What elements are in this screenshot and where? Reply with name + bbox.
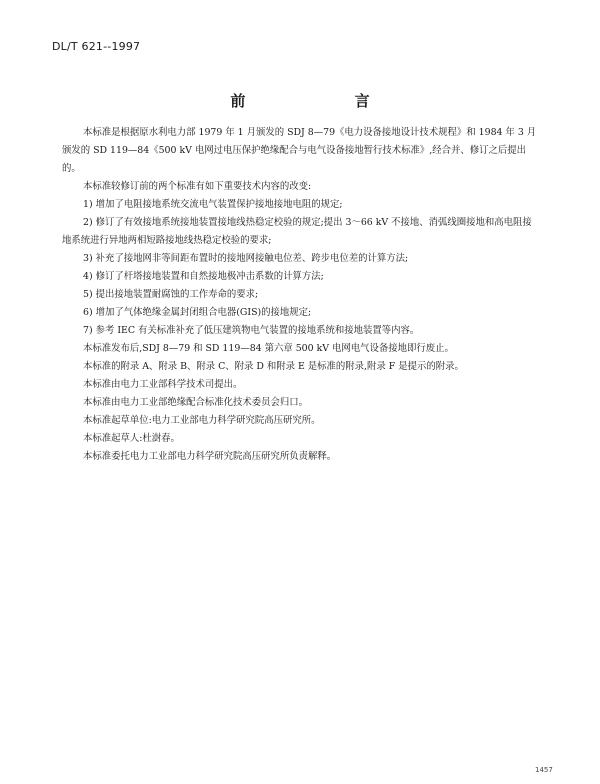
list-item-change-6: 6) 增加了气体绝缘金属封闭组合电器(GIS)的接地规定; (83, 307, 312, 318)
paragraph-intro: 本标准是根据原水利电力部 1979 年 1 月颁发的 SDJ 8—79《电力设备接地设计技术规程》和 1984 年 3 月颁发的 SD 119—84《500 kV 电网过电压保护绝缘配合与电气设备接地暂行技术标准》,经合并、修订之后提出的。 (62, 127, 537, 174)
page-title: 前 言 (230, 92, 422, 110)
paragraph-proposer: 本标准由电力工业部科学技术司提出。 (83, 379, 243, 390)
paragraph-appendices: 本标准的附录 A、附录 B、附录 C、附录 D 和附录 E 是标准的附录,附录 F 是提示的附录。 (83, 361, 464, 372)
list-item-change-1: 1) 增加了电阻接地系统交流电气装置保护接地接地电阻的规定; (83, 199, 343, 210)
list-item-change-5: 5) 提出接地装置耐腐蚀的工作寿命的要求; (83, 289, 259, 300)
standard-code: DL/T 621--1997 (52, 40, 141, 53)
paragraph-responsible-committee: 本标准由电力工业部绝缘配合标准化技术委员会归口。 (83, 397, 309, 408)
page-number: 1457 (535, 766, 553, 774)
list-item-change-4: 4) 修订了杆塔接地装置和自然接地极冲击系数的计算方法; (83, 271, 324, 282)
paragraph-interpretation: 本标准委托电力工业部电力科学研究院高压研究所负责解释。 (83, 451, 337, 462)
paragraph-changes-lead: 本标准较修订前的两个标准有如下重要技术内容的改变: (83, 181, 312, 192)
list-item-change-3: 3) 补充了接地网非等间距布置时的接地网接触电位差、跨步电位差的计算方法; (83, 253, 409, 264)
list-item-change-2: 2) 修订了有效接地系统接地装置接地线热稳定校验的规定;提出 3～66 kV 不接地、消弧线圈接地和高电阻接地系统进行异地两相短路接地线热稳定校验的要求; (62, 217, 532, 246)
paragraph-drafter: 本标准起草人:杜澍春。 (83, 433, 180, 444)
list-item-change-7: 7) 参考 IEC 有关标准补充了低压建筑物电气装置的接地系统和接地装置等内容。 (83, 325, 420, 336)
foreword-body (62, 124, 540, 466)
paragraph-superseded: 本标准发布后,SDJ 8—79 和 SD 119—84 第六章 500 kV 电网电气设备接地即行废止。 (83, 343, 454, 354)
paragraph-drafting-unit: 本标准起草单位:电力工业部电力科学研究院高压研究所。 (83, 415, 321, 426)
